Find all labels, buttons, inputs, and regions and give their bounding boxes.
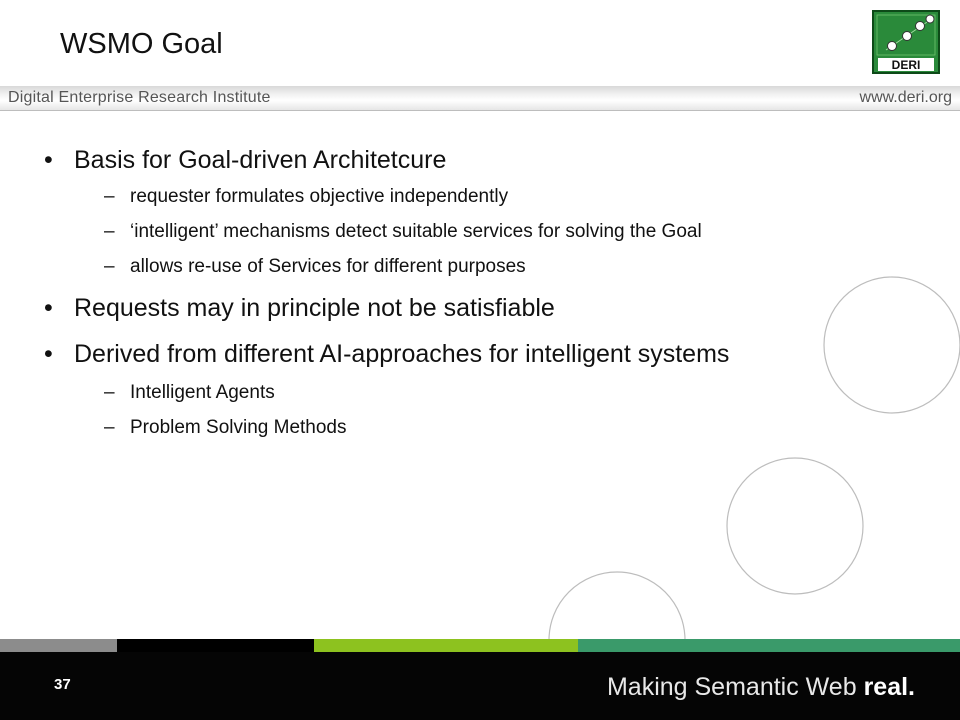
sub-bullet-item	[44, 254, 850, 280]
footer-color-strip	[0, 639, 960, 652]
bullet-item	[44, 292, 884, 324]
tagline	[607, 673, 915, 702]
bullet-marker: •	[44, 294, 53, 322]
sub-bullet-text: ‘intelligent’ mechanisms detect suitable services for solving the Goal	[130, 221, 702, 242]
sub-bullet-text: Intelligent Agents	[130, 382, 275, 403]
dash-marker: –	[104, 417, 115, 438]
slide-title: WSMO Goal	[60, 28, 223, 60]
tagline-regular: Making Semantic Web	[606, 673, 864, 701]
page-number: 37	[54, 676, 71, 693]
dash-marker: –	[104, 256, 115, 277]
tagline-bold: real.	[863, 673, 915, 701]
slide-content	[44, 144, 884, 450]
sub-bullet-item	[44, 184, 850, 210]
strip-segment-black	[117, 639, 314, 652]
dash-marker: –	[104, 382, 115, 403]
bullet-text: Derived from different AI-approaches for intelligent systems	[74, 340, 730, 368]
strip-segment-grey	[0, 639, 117, 652]
strip-segment-lime	[314, 639, 578, 652]
sub-bullet-text: allows re-use of Services for different purposes	[130, 256, 526, 277]
bullet-marker: •	[44, 340, 53, 368]
sub-bullet-text: requester formulates objective independently	[130, 186, 509, 207]
dash-marker: –	[104, 221, 115, 242]
bullet-item	[44, 144, 884, 176]
sub-bullet-item	[44, 219, 850, 245]
strip-segment-teal	[578, 639, 960, 652]
bullet-text: Requests may in principle not be satisfiable	[74, 294, 555, 322]
institute-name: Digital Enterprise Research Institute	[8, 89, 271, 106]
header-divider	[0, 110, 960, 111]
bullet-marker: •	[44, 146, 53, 174]
sub-bullet-item	[44, 415, 850, 441]
sub-bullet-item	[44, 380, 850, 406]
bullet-text: Basis for Goal-driven Architetcure	[74, 146, 447, 174]
decorative-circle	[727, 458, 863, 594]
deri-logo	[872, 10, 940, 74]
website-url: www.deri.org	[859, 89, 952, 106]
logo-text: DERI	[891, 58, 921, 72]
sub-bullet-text: Problem Solving Methods	[130, 417, 347, 438]
dash-marker: –	[104, 186, 115, 207]
bullet-item	[44, 338, 854, 370]
